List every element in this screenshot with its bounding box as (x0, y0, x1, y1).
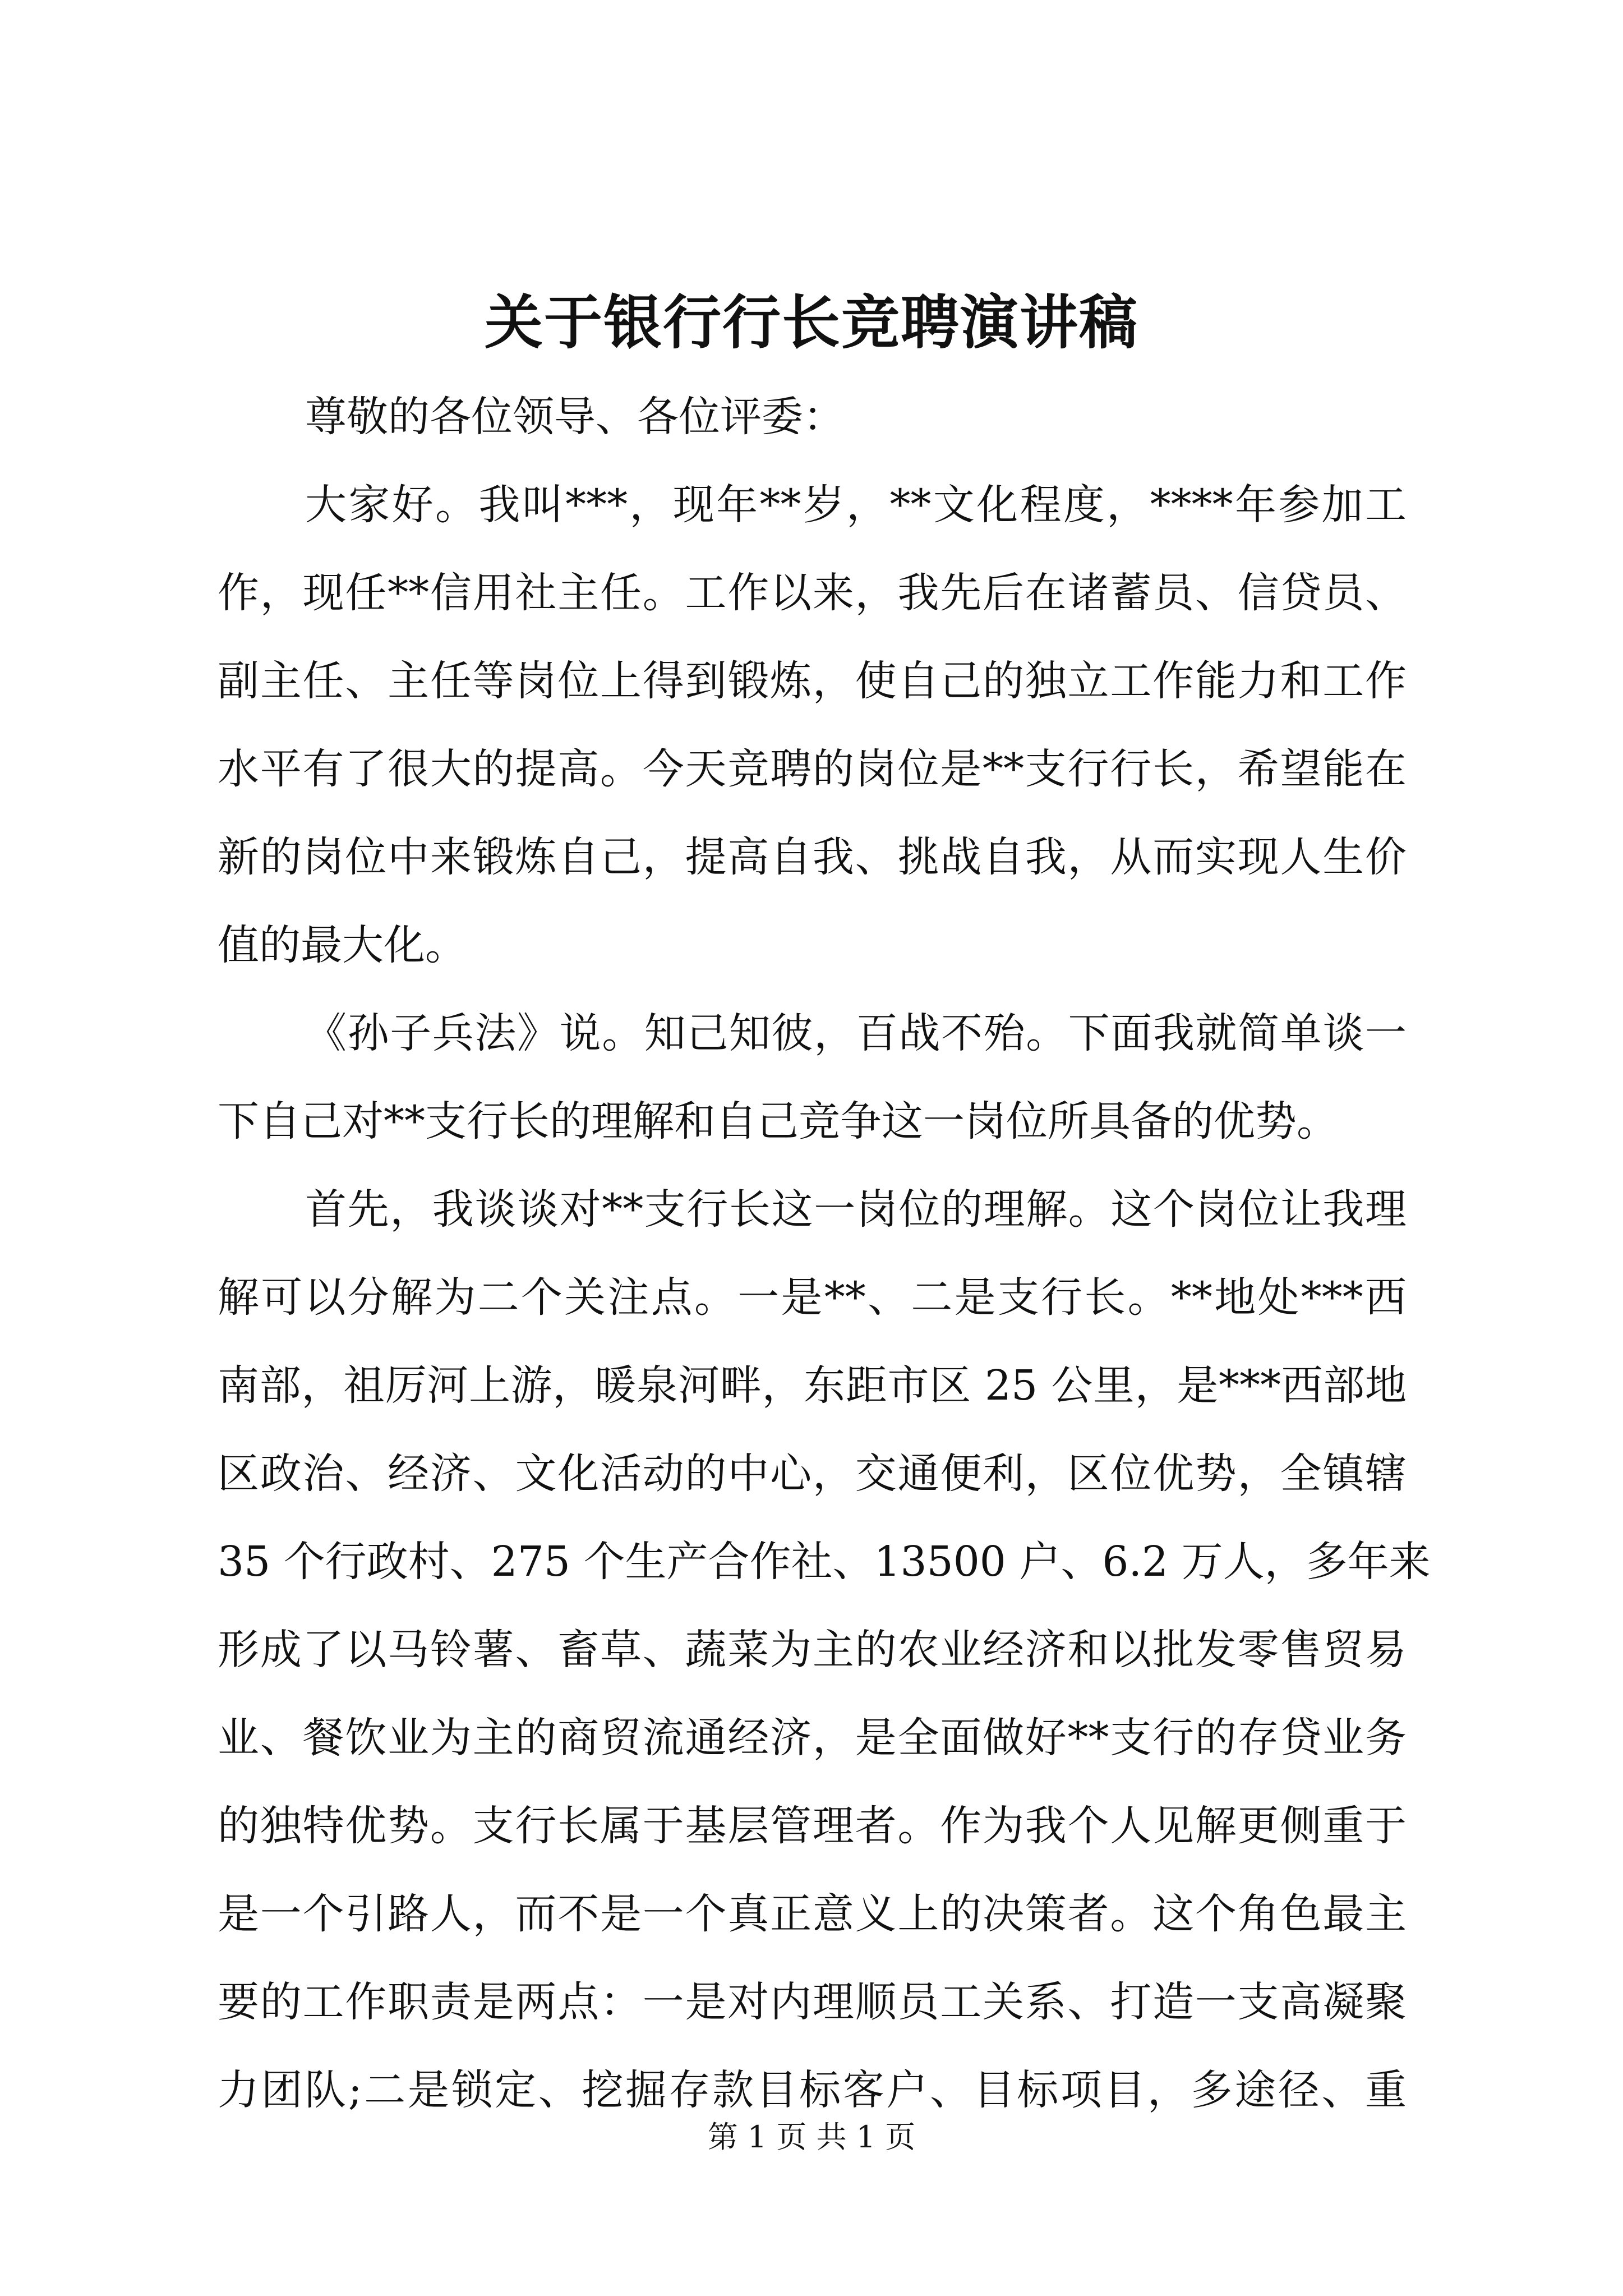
text-line: 要的工作职责是两点：一是对内理顺员工关系、打造一支高凝聚 (218, 1978, 1407, 2026)
text-line: 的独特优势。支行长属于基层管理者。作为我个人见解更侧重于 (218, 1802, 1407, 1850)
document-title: 关于银行行长竞聘演讲稿 (484, 288, 1138, 357)
text-line: 大家好。我叫***，现年**岁，**文化程度，****年参加工 (305, 481, 1407, 529)
text-line: 《孙子兵法》说。知己知彼，百战不殆。下面我就简单谈一 (305, 1009, 1407, 1057)
text-line: 新的岗位中来锻炼自己，提高自我、挑战自我，从而实现人生价 (218, 833, 1407, 881)
text-line: 尊敬的各位领导、各位评委： (305, 393, 845, 441)
text-line: 作，现任**信用社主任。工作以来，我先后在诸蓄员、信贷员、 (218, 569, 1407, 617)
document-body (218, 373, 1431, 2134)
text-line: 下自己对**支行长的理解和自己竞争这一岗位所具备的优势。 (218, 1097, 1338, 1145)
text-line: 副主任、主任等岗位上得到锻炼，使自己的独立工作能力和工作 (218, 657, 1407, 705)
text-line: 形成了以马铃薯、畜草、蔬菜为主的农业经济和以批发零售贸易 (218, 1626, 1407, 1674)
paragraph-sunzi (218, 990, 1407, 1166)
text-line: 区政治、经济、文化活动的中心，交通便利，区位优势，全镇辖 (218, 1450, 1407, 1498)
text-line: 南部，祖厉河上游，暖泉河畔，东距市区 25 公里，是***西部地 (218, 1361, 1407, 1410)
paragraph-understanding (218, 1166, 1431, 2134)
text-line: 水平有了很大的提高。今天竞聘的岗位是**支行行长，希望能在 (218, 745, 1407, 793)
text-line: 力团队;二是锁定、挖掘存款目标客户、目标项目，多途径、重 (218, 2066, 1407, 2114)
paragraph-salutation (218, 373, 1407, 461)
text-line: 35 个行政村、275 个生产合作社、13500 户、6.2 万人，多年来 (218, 1538, 1431, 1586)
text-line: 首先，我谈谈对**支行长这一岗位的理解。这个岗位让我理 (305, 1185, 1407, 1234)
paragraph-introduction (218, 461, 1407, 990)
text-line: 解可以分解为二个关注点。一是**、二是支行长。**地处***西 (218, 1273, 1407, 1322)
page-number-footer: 第 1 页 共 1 页 (707, 2119, 916, 2155)
text-line: 业、餐饮业为主的商贸流通经济，是全面做好**支行的存贷业务 (218, 1714, 1407, 1762)
text-line: 值的最大化。 (218, 921, 467, 969)
text-line: 是一个引路人，而不是一个真正意义上的决策者。这个角色最主 (218, 1890, 1407, 1938)
